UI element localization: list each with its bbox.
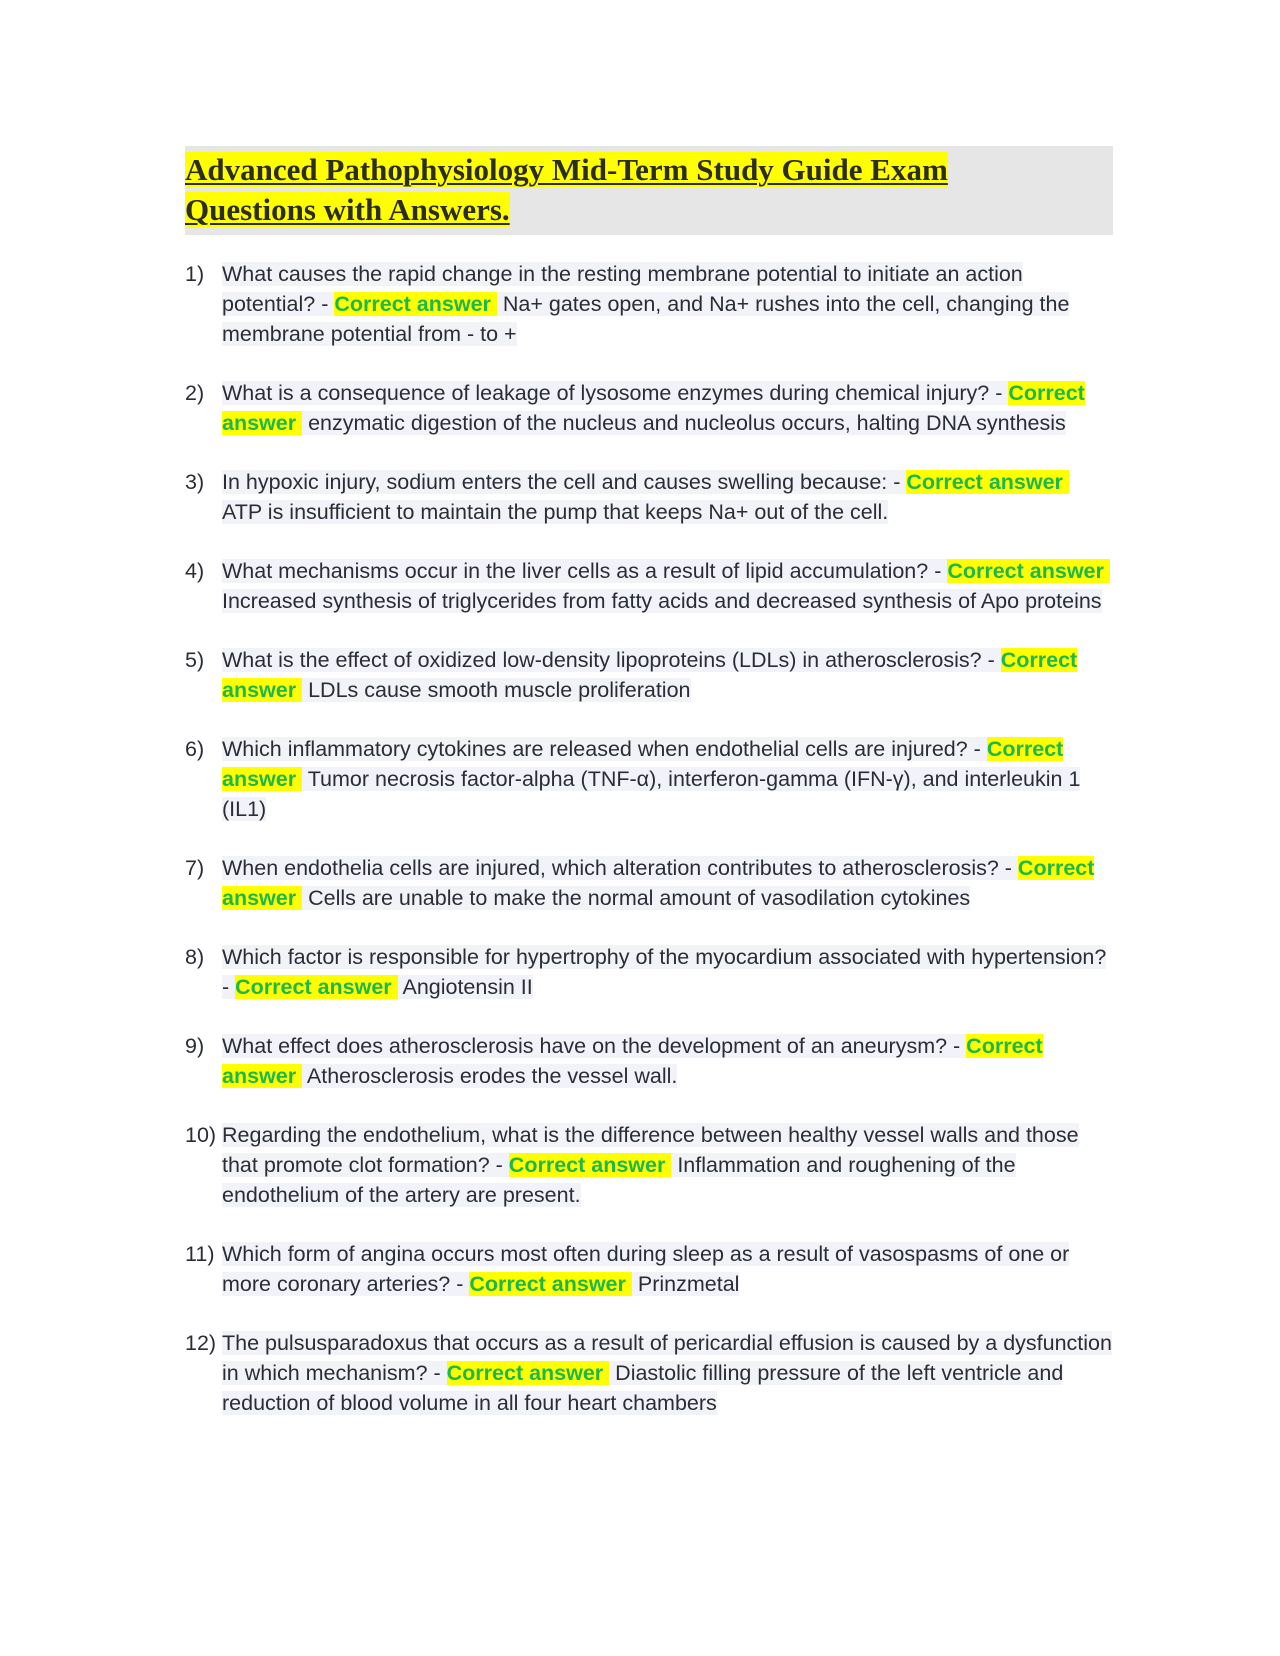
question-text: Regarding the endothelium, what is the difference between healthy vessel walls and those that promote clot formation? - (222, 1123, 1079, 1177)
item-body (222, 645, 1113, 705)
list-item (185, 942, 1113, 1002)
item-body (222, 467, 1113, 527)
list-item (185, 467, 1113, 527)
item-body (222, 942, 1113, 1002)
answer-text: Diastolic filling pressure of the left ventricle and reduction of blood volume in all four heart chambers (222, 1361, 1064, 1415)
answer-text: Tumor necrosis factor-alpha (TNF-α), interferon-gamma (IFN-γ), and interleukin 1 (IL1) (222, 767, 1081, 821)
page-title (185, 150, 1113, 230)
correct-answer-label: Correct answer (235, 975, 398, 999)
correct-answer-label: Correct answer (469, 1272, 632, 1296)
correct-answer-label: Correct answer (947, 559, 1110, 583)
answer-text: Increased synthesis of triglycerides from fatty acids and decreased synthesis of Apo proteins (222, 589, 1102, 613)
list-item (185, 645, 1113, 705)
correct-answer-label: Correct answer (222, 1034, 1043, 1088)
item-body (222, 1328, 1113, 1418)
correct-answer-label: Correct answer (447, 1361, 610, 1385)
item-number: 9) (185, 1034, 205, 1058)
answer-text: Prinzmetal (631, 1272, 740, 1296)
item-number: 1) (185, 262, 205, 286)
question-text: What effect does atherosclerosis have on the development of an aneurysm? - (222, 1034, 967, 1058)
item-body (222, 556, 1113, 616)
item-number: 7) (185, 856, 205, 880)
item-number: 2) (185, 381, 205, 405)
list-item (185, 556, 1113, 616)
question-text: The pulsusparadoxus that occurs as a result of pericardial effusion is caused by a dysfunction in which mechanism? - (222, 1331, 1112, 1385)
correct-answer-label: Correct answer (222, 856, 1095, 910)
item-number: 4) (185, 559, 205, 583)
title-band (185, 146, 1113, 235)
question-text: Which inflammatory cytokines are released when endothelial cells are injured? - (222, 737, 987, 761)
correct-answer-label: Correct answer (222, 737, 1064, 791)
question-text: When endothelia cells are injured, which alteration contributes to atherosclerosis? - (222, 856, 1018, 880)
answer-text: Angiotensin II (397, 975, 533, 999)
item-body (222, 1031, 1113, 1091)
correct-answer-label: Correct answer (509, 1153, 672, 1177)
item-body (222, 378, 1113, 438)
correct-answer-label: Correct answer (222, 381, 1085, 435)
title-line-2: Questions with Answers. (185, 192, 510, 227)
question-text: What is a consequence of leakage of lysosome enzymes during chemical injury? - (222, 381, 1009, 405)
question-text: What causes the rapid change in the resting membrane potential to initiate an action potential? - (222, 262, 1023, 316)
title-line-1: Advanced Pathophysiology Mid-Term Study Guide Exam (185, 152, 948, 187)
list-item (185, 853, 1113, 913)
correct-answer-label: Correct answer (222, 648, 1078, 702)
answer-text: Atherosclerosis erodes the vessel wall. (302, 1064, 678, 1088)
item-body (222, 1120, 1113, 1210)
answer-text: Cells are unable to make the normal amount of vasodilation cytokines (302, 886, 971, 910)
question-text: Which factor is responsible for hypertrophy of the myocardium associated with hypertension? - (222, 945, 1107, 999)
document-page (185, 146, 1113, 1447)
item-number: 11) (185, 1242, 215, 1266)
correct-answer-label: Correct answer (334, 292, 497, 316)
list-item (185, 259, 1113, 349)
question-text: Which form of angina occurs most often during sleep as a result of vasospasms of one or more coronary arteries? - (222, 1242, 1070, 1296)
list-item (185, 1239, 1113, 1299)
question-list (185, 259, 1113, 1418)
list-item (185, 1120, 1113, 1210)
item-number: 5) (185, 648, 205, 672)
item-number: 10) (185, 1123, 217, 1147)
question-text: In hypoxic injury, sodium enters the cell and causes swelling because: - (222, 470, 907, 494)
question-text: What is the effect of oxidized low-density lipoproteins (LDLs) in atherosclerosis? - (222, 648, 1001, 672)
list-item (185, 1031, 1113, 1091)
answer-text: LDLs cause smooth muscle proliferation (302, 678, 691, 702)
list-item (185, 378, 1113, 438)
answer-text: enzymatic digestion of the nucleus and nucleolus occurs, halting DNA synthesis (302, 411, 1066, 435)
list-item (185, 734, 1113, 824)
item-body (222, 734, 1113, 824)
item-body (222, 1239, 1113, 1299)
answer-text: Inflammation and roughening of the endothelium of the artery are present. (222, 1153, 1016, 1207)
item-number: 6) (185, 737, 205, 761)
item-body (222, 853, 1113, 913)
item-number: 3) (185, 470, 205, 494)
correct-answer-label: Correct answer (906, 470, 1069, 494)
answer-text: ATP is insufficient to maintain the pump that keeps Na+ out of the cell. (222, 500, 889, 524)
question-text: What mechanisms occur in the liver cells as a result of lipid accumulation? - (222, 559, 948, 583)
answer-text: Na+ gates open, and Na+ rushes into the cell, changing the membrane potential from - to + (222, 292, 1070, 346)
item-number: 12) (185, 1331, 217, 1355)
item-body (222, 259, 1113, 349)
item-number: 8) (185, 945, 205, 969)
list-item (185, 1328, 1113, 1418)
